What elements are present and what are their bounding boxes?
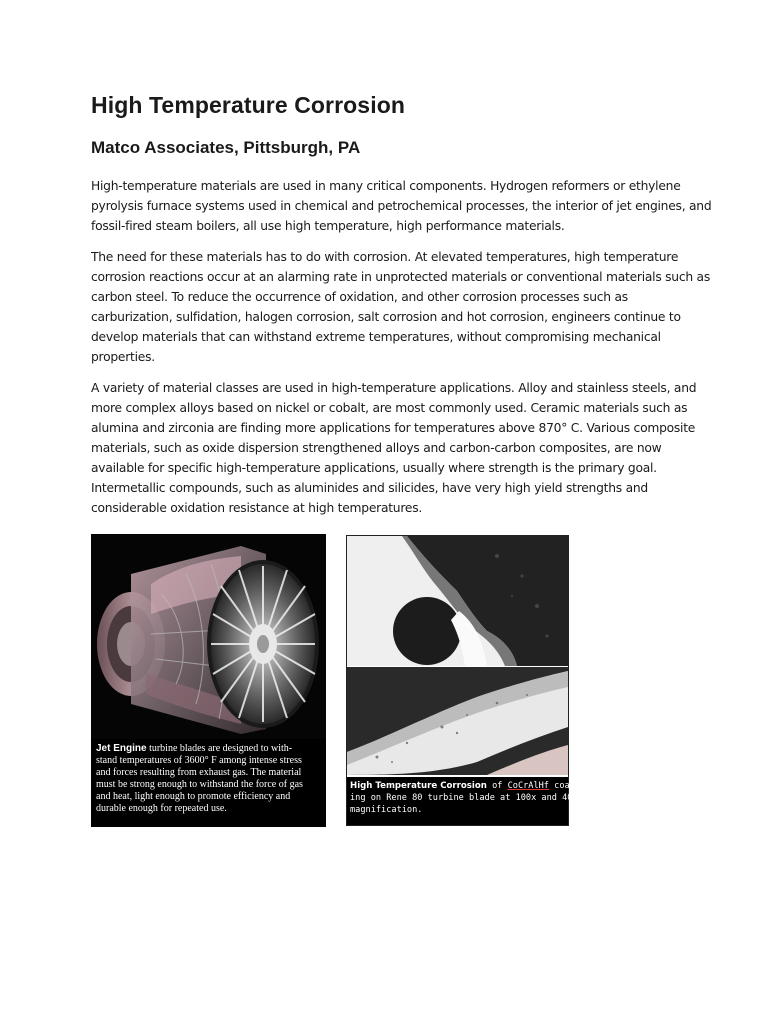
corrosion-micrograph-figure [346,535,583,826]
text-line: The need for these materials has to do with corrosion. At elevated temperatures, high temperature [91,250,679,264]
caption-text: turbine blades are designed to with- [146,743,293,754]
text-line: High-temperature materials are used in many critical components. Hydrogen reformers or ethylene [91,179,681,193]
caption-text: and heat, light enough to promote efficiency and [96,791,291,802]
caption-text: of [486,781,508,791]
caption-text: stand temperatures of 3600° F among intense stress [96,755,302,766]
text-line: Intermetallic compounds, such as aluminides and silicides, have very high yield strengths and [91,481,648,495]
text-line: carburization, sulfidation, halogen corrosion, salt corrosion and hot corrosion, engineers continue to [91,310,681,324]
text-line: properties. [91,350,155,364]
text-line: fossil-fired steam boilers, all use high temperature, high performance materials. [91,219,565,233]
body-text [91,176,712,529]
text-line: pyrolysis furnace systems used in chemical and petrochemical processes, the interior of jet engines, and [91,199,712,213]
paragraph-need [91,247,710,367]
caption-text: magnification. [350,805,423,815]
caption-bold: High Temperature Corrosion [350,781,487,791]
caption-text: durable enough for repeated use. [96,803,227,814]
text-line: develop materials that can withstand extreme temperatures, without compromising mechanical [91,330,661,344]
caption-text: must be strong enough to withstand the force of gas [96,779,303,790]
document-subtitle: Matco Associates, Pittsburgh, PA [91,138,361,157]
micrograph-100x [347,536,568,666]
text-line: alumina and zirconia are finding more applications for temperatures above 870° C. Various composite [91,421,696,435]
text-line: A variety of material classes are used in high-temperature applications. Alloy and stainless steels, and [91,381,697,395]
text-line: more complex alloys based on nickel or cobalt, are most commonly used. Ceramic materials such as [91,401,688,415]
text-line: corrosion reactions occur at an alarming rate in unprotected materials or conventional materials such as [91,270,710,284]
caption-coating: CoCrAlHf [507,781,549,791]
micrograph-400x [347,667,568,775]
caption-text: ing on Rene 80 turbine blade at 100x and 400x [350,793,583,803]
text-line: materials, such as oxide dispersion strengthened alloys and carbon-carbon composites, are now [91,441,662,455]
jet-engine-photo [91,534,326,739]
text-line: available for specific high-temperature applications, usually where strength is the primary goal. [91,461,657,475]
text-line: carbon steel. To reduce the occurrence of oxidation, and other corrosion processes such as [91,290,628,304]
micrograph-caption [347,777,583,825]
caption-bold: Jet Engine [96,743,147,754]
paragraph-intro [91,176,712,236]
jet-engine-caption [96,743,322,815]
caption-text: coat- [549,781,581,791]
jet-engine-figure [91,534,326,827]
paragraph-materials [91,378,697,518]
caption-text: and forces resulting from exhaust gas. The material [96,767,302,778]
text-line: considerable oxidation resistance at high temperatures. [91,501,423,515]
document-title: High Temperature Corrosion [91,92,405,118]
